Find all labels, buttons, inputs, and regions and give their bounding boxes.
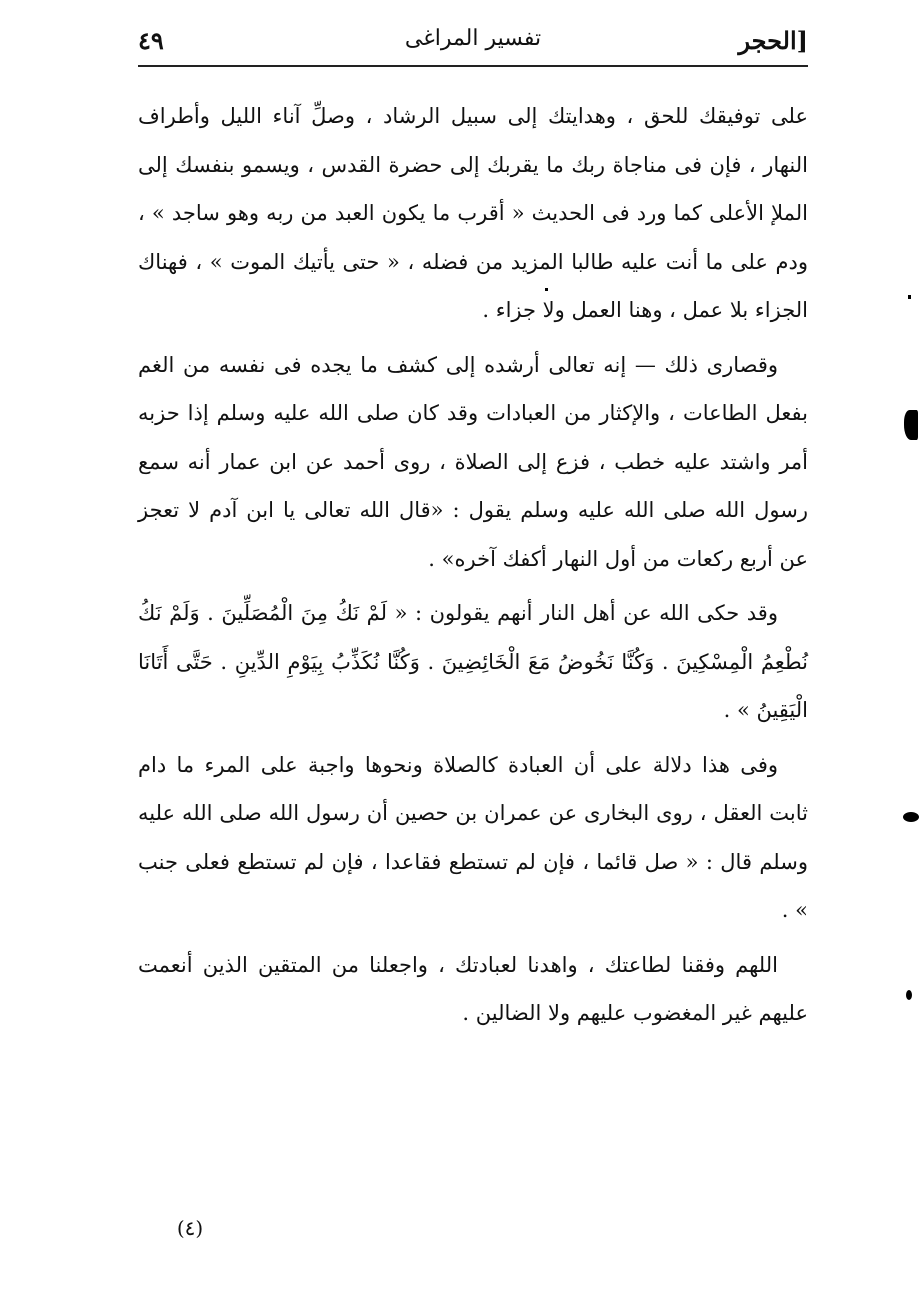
scan-speck	[906, 990, 912, 1000]
paragraph-3-verse: وقد حكى الله عن أهل النار أنهم يقولون : « لَمْ نَكُ مِنَ الْمُصَلِّينَ . وَلَمْ نَكُ نُطْعِمُ الْمِسْكِينَ . وَكُنَّا نَخُوضُ مَعَ الْخَائِضِينَ . وَكُنَّا نُكَذِّبُ بِيَوْمِ الدِّينِ . حَتَّى أَتَانَا الْيَقِينُ » .	[138, 601, 808, 722]
book-title: تفسير المراغى	[404, 26, 542, 51]
header-rule	[138, 65, 808, 67]
running-header	[138, 22, 808, 62]
surah-name: [الحجر	[738, 26, 808, 55]
page-number: ٤٩	[138, 26, 164, 55]
paragraph-4: وفى هذا دلالة على أن العبادة كالصلاة ونحوها واجبة على المرء ما دام ثابت العقل ، روى البخارى عن عمران بن حصين أن رسول الله صلى الله عليه وسلم قال : « صل قائما ، فإن لم تستطع فقاعدا ، فإن لم تستطع فعلى جنب » .	[138, 752, 808, 922]
paragraph-1: على توفيقك للحق ، وهدايتك إلى سبيل الرشاد ، وصلِّ آناء الليل وأطراف النهار ، فإن فى مناجاة ربك ما يقربك إلى حضرة القدس ، ويسمو بنفسك إلى الملإ الأعلى كما ورد فى الحديث « أقرب ما يكون العبد من ربه وهو ساجد » ، ودم على ما أنت عليه طالبا المزيد من فضله ، « حتى يأتيك الموت » ، فهناك الجزاء بلا عمل ، وهنا العمل ولا جزاء .	[138, 104, 808, 322]
scan-speck	[908, 295, 911, 299]
paragraph-2: وقصارى ذلك — إنه تعالى أرشده إلى كشف ما يجده فى نفسه من الغم بفعل الطاعات ، والإكثار من العبادات وقد كان صلى الله عليه وسلم إذا حزبه أمر واشتد عليه خطب ، فزع إلى الصلاة ، روى أحمد عن ابن عمار أنه سمع رسول الله صلى الله عليه وسلم يقول : «قال الله تعالى يا ابن آدم لا تعجز عن أربع ركعات من أول النهار أكفك آخره» .	[138, 352, 808, 571]
body-text	[138, 92, 808, 1044]
scan-speck	[545, 288, 548, 291]
scan-speck	[904, 410, 918, 440]
scan-speck	[903, 812, 919, 822]
paragraph-5: اللهم وفقنا لطاعتك ، واهدنا لعبادتك ، واجعلنا من المتقين الذين أنعمت عليهم غير المغضوب عليهم ولا الضالين .	[138, 952, 808, 1025]
printer-signature: (٤)	[176, 1216, 204, 1240]
